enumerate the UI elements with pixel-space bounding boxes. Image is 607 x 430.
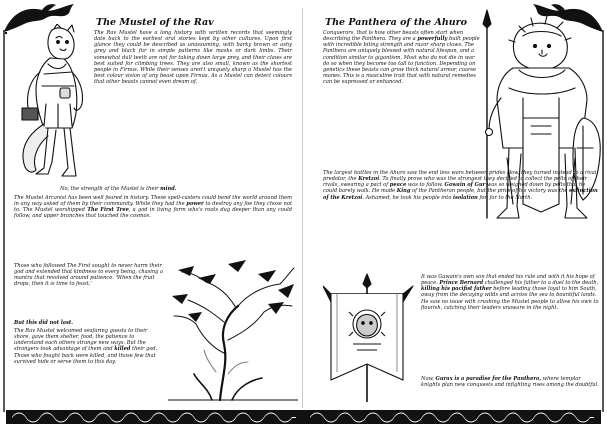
peace-emphasis: peace	[389, 182, 407, 189]
mustel-seafaring-paragraph	[14, 328, 162, 365]
battles-text-f: . Ashamed, he took his people into	[362, 194, 454, 201]
battles-text-e: of the Pantheran people, but the price of his victory was the	[410, 188, 569, 195]
left-page	[0, 0, 302, 412]
panthera-battles-paragraph	[323, 170, 599, 201]
panthera-intro-paragraph	[323, 30, 481, 85]
seafaring-killed-emphasis: killed	[114, 346, 131, 353]
prince-bernard-emphasis: Prince Bernard	[439, 280, 484, 287]
left-page-title: The Mustel of the Rav	[96, 17, 214, 28]
battles-text-a: The largest battles in the Ahuro saw the end less wars between prides slow, they turned instead to a rival predator, the	[323, 170, 597, 183]
battles-text-c: was to follow.	[406, 182, 445, 189]
arcanist-power-emphasis: power	[186, 201, 204, 208]
mustel-followers-paragraph: Those who followed The First sought to never harm their god and extended that kindness to every being, chasing a mantra that revolved around patience. 'When the fruit drops, then it is time to feast.'	[14, 263, 164, 288]
knotwork-border-bottom	[6, 410, 601, 424]
mustel-character-illustration	[14, 24, 94, 186]
first-tree-emphasis: The First Tree	[87, 207, 129, 214]
now-text-a: Now,	[421, 376, 436, 382]
intro-text-b: built people with incredible biting strength and razor sharp claws. The Panthera are uniquely blessed with natural lifespan, and a condition similar to gigantism. Most who do not die in war do so when they become too tall to function. Depending on genetics these beasts can grow thick natural armor, coarse manes. This is a masculine trait that with natural remedies can be supressed or enhanced.	[323, 36, 480, 86]
panthera-bernard-paragraph	[421, 274, 599, 311]
panthera-now-paragraph	[421, 376, 599, 388]
strength-emphasis: mind.	[160, 186, 177, 192]
battles-text-d: was so weighed down by pelts that he could barely walk. He made	[323, 182, 586, 195]
bernard-text-b: challenged his father to a duel to the death,	[483, 280, 599, 287]
intro-text-a: Conquerors, that is how other beasts often start when describing the Panthera. They are a	[323, 30, 464, 43]
intro-powerfully-emphasis: powerfully	[417, 36, 448, 43]
arcanist-text-a: The Mustel Arcanist has been well feared in history. These spell-casters could bend the world around them in any way asked of them by their community. While they had the	[14, 195, 292, 208]
arcanist-text-b: to destroy any foe they chose not to. The Mustel worshipped	[14, 201, 292, 214]
extinction-emphasis: extinction of the Kretzoi	[323, 188, 598, 201]
mustel-strength-line	[60, 186, 292, 192]
king-emphasis: King	[396, 188, 411, 195]
arcanist-text-c: , a god in living form who's roots dug deeper than any could follow, and upper branches that touched the cosmos.	[14, 207, 293, 220]
mustel-arcanist-paragraph	[14, 195, 292, 220]
battles-text-g: for, far to the North.	[477, 194, 533, 201]
isolation-emphasis: isolation	[453, 194, 478, 201]
dead-tree-illustration	[168, 254, 298, 402]
panthera-banner-illustration	[323, 272, 419, 404]
bernard-text-c: before leading those loyal to him South, away from the decaying wilds and across the sea to bountiful lands. He saw no issue with crushing the Mustel people to allow his own to flourish, catching their leaders unaware in the night.	[421, 286, 599, 311]
mustel-intro-paragraph: The Rav Mustel have a long history with written records that seemingly date back to the earliest oral stories kept by other cultures. Upon first glance they could be described as unassuming, with barky brown or ashy grey and black fur in simple patterns like masks or dark limbs. Their somewhat dull teeth are not for taking down large prey, and their claws are best suited for climbing trees. They are also small, known as the shortest people in Firnus. While their senses aren't uniquely sharp a Mustel has the best colour vision of any beast upon Firnus. As a Mustel can detect colours that other beasts cannot even dream of.	[94, 30, 292, 86]
now-text-b: where templar knights plan new conquests and infighting rises among the doubtful.	[421, 376, 599, 389]
battles-text-b: . To finally prove who was the strongest they decided to collect the pelts of their rivals, swearing a pact of	[323, 176, 588, 189]
kretzoi-emphasis: Kretzoi	[358, 176, 380, 183]
mustel-not-last-line: But this did not last.	[14, 320, 74, 326]
right-page-title: The Panthera of the Ahuro	[325, 17, 467, 28]
seafaring-text-b: their god. Those who fought back were killed, and those few that survived hide or serve them to this day.	[14, 346, 158, 365]
gawain-emphasis: Gawain of Gur	[444, 182, 486, 189]
gurax-paradise-emphasis: Gurax is a paradise for the Panthera,	[435, 376, 542, 382]
killing-father-emphasis: killing his pacifist father	[421, 286, 492, 293]
bernard-text-a: It was Gawain's own son that ended his rule and with it his hope of peace.	[421, 274, 595, 287]
seafaring-text-a: The Rav Mustel welcomed seafaring guests to their shore, gave them shelter, food, the patience to understand each others strange new ways. But the strangers took advantage of them and	[14, 328, 148, 353]
strength-text: No, the strength of the Mustel is their	[60, 186, 161, 192]
right-page	[303, 0, 607, 412]
